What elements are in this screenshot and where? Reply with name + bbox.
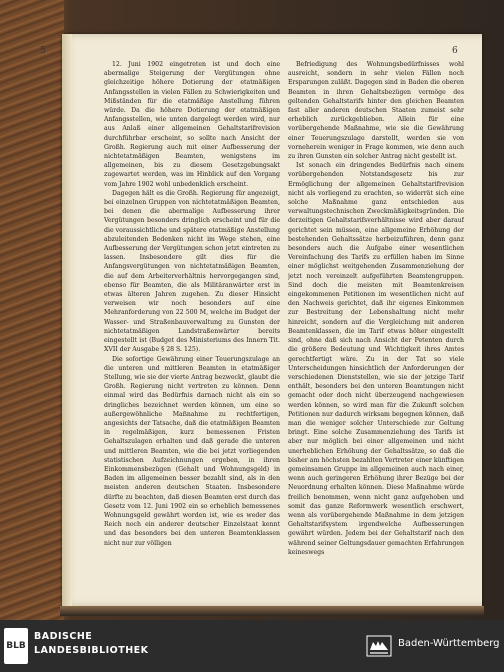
library-name-line1: BADISCHE <box>34 631 93 642</box>
left-page-number: 5 <box>40 46 46 56</box>
paragraph: 12. Juni 1902 eingetreten ist und doch eine abermalige Steigerung der Vergütungen ohne gleichzeitige höhere Dotierung der etatmäßigen Anfangsstellen in vielen Fällen zu Schwierigkeiten und Mißständen für die etatmäßige Anstellung führen würde. Da die höhere Dotierung der etatmäßigen Anfangsstellen, wie unten dargelegt werden wird, nur aus Anlaß einer allgemeinen Gehaltstarifrevision durchführbar erscheint, so sollte nach Ansicht der Großh. Regierung auch mit einer Aufbesserung der nichtetatmäßigen Beamten, wenigstens im allgemeinen, bis zu diesem Gesetzgebungsakt zugewartet werden, was im Hinblick auf den Vorgang vom Jahre 1902 wohl unbedenklich erscheint. <box>104 61 280 188</box>
book-cover-edge <box>0 0 64 620</box>
left-text-column <box>104 60 280 580</box>
paragraph: Ist sonach ein dringendes Bedürfnis nach einem vorübergehenden Notstandsgesetz bis zur Ermöglichung der allgemeinen Gehaltstarifrevision nicht als vorliegend zu erachten, so widerrät sich eine solche Maßnahme ganz entschieden aus verwaltungstechnischen Zweckmäßigkeitsgründen. Die derzeitigen Gehaltstarifsverhältnisse wird aber darauf gerichtet sein müssen, eine allgemeine Erhöhung der bestehenden Gehaltssätze herbeizuführen, denn ganz besonders auch die Aufgabe einer wesentlichen Vereinfachung des Tarifs zu erfüllen haben im Sinne einer möglichst weitgehenden Zusammenziehung der jetzt noch vereinzelt aufgeführten Beamtengruppen. Sind doch die meisten mit Beamtenkreisen eingekommenen Petitionen im wesentlichen nicht auf den Nachweis gerichtet, daß ihr eigenes Einkommen zur Bestreitung der Lebenshaltung nicht mehr hinreicht, sondern auf die Vergleichung mit anderen Beamtenklassen, die im Tarif etwas höher eingestellt sind, ohne daß sich nach Ansicht der Petenten durch die größere Bedeutung und Wichtigkeit ihres Amtes gerechtfertigt wäre. Zu in der Tat so viele Unterscheidungen hinsichtlich der Anforderungen der verschiedenen Dienststellen, wie sie der jetzige Tarif enthält, besonders bei den unteren Beamtungen nicht gemacht oder doch nicht überzeugend nachgewiesen werden können, so wird man für die Zukunft solchen Petitionen nur dadurch wirksam begegnen können, daß man die weniger solcher Unterschiede zur Geltung bringt. Eine solche Zusammenziehung des Tarifs ist aber nur möglich bei einer allgemeinen und nicht unerheblichen Erhöhung der Gehaltssätze, so daß die bisher am höchsten bezahlten Vertreter einer künftigen gemeinsamen Gruppe im allgemeinen auch nach einer, wenn auch geringeren Erhöhung ihrer Bezüge bei der Neuordnung erhalten können. Diese Maßnahme würde freilich benommen, wenn nicht ganz aufgehoben und somit das ganze Reformwerk wesentlich erschwert, wenn als vorübergehende Maßnahme in dem jetzigen Gehaltstarifsystem irgendwelche Aufbesserungen gewährt würden. Jedem bei der Gehaltstarif nach den während seiner Geltungsdauer gemachten Erfahrungen keineswegs <box>288 162 464 556</box>
page-bottom-edge <box>60 606 484 616</box>
right-page-number: 6 <box>452 46 458 56</box>
page-gutter <box>62 34 72 606</box>
library-name-line2: LANDESBIBLIOTHEK <box>34 645 149 656</box>
paragraph: Dagegen hält es die Großh. Regierung für angezeigt, bei einzelnen Gruppen von nichtetatmäßigen Beamten, bei denen die abermalige Aufbesserung ihrer Vergütungen besonders dringlich erscheint und für die die voraussichtliche und spätere etatmäßige Anstellung abzuleitenden Bedenken nicht im Wege stehen, eine Aufbesserung der Vergütungen schon jetzt eintreten zu lassen. Insbesondere gilt dies für die Anfangsvergütungen von nichtetatmäßigen Beamten, die auf dem Arbeiterverhältnis hervorgegangen sind, ebenso für Beamten, die als Militäranwärter erst in etwas älteren Jahren zugehen. Zu dieser Hinsicht verweisen wir noch besonders auf eine Mehranforderung von 22 500 M, welche im Budget der Wasser- und Straßenbauverwaltung zu Gunsten der nichtetatmäßigen Landstraßenwärter bereits eingestellt ist (Budget des Ministeriums des Innern Tit. XVII der Ausgabe § 28 S. 125). <box>104 189 280 354</box>
paragraph: Die sofortige Gewährung einer Teuerungszulage an die unteren und mittleren Beamten in etatmäßiger Stellung, wie sie der vierte Antrag bezweckt, glaubt die Großh. Regierung nicht vertreten zu können. Denn einmal wird das Bedürfnis darnach nicht als ein so dringliches bezeichnet werden können, um eine so außergewöhnliche Maßnahme zu rechtfertigen, angesichts der Tatsache, daß die etatmäßigen Beamten in regelmäßigen, kurz bemessenen Fristen Gehaltszulagen erhalten und daß gerade die unteren und mittleren Beamten, wie die bei jetzt vorliegenden statistischen Aufzeichnungen ergeben, in ihren Einkommensbezügen (Gehalt und Wohnungsgeld) in Baden im allgemeinen besser bezahlt sind, als in den meisten anderen deutschen Staaten. Insbesondere dürfte zu beachten, daß diesen Beamten erst durch das Gesetz vom 12. Juni 1902 ein so erheblich bemessenes Wohnungsgeld gewährt worden ist, wie es weder das Reich noch ein anderer deutscher Einzelstaat kennt und das besonders bei den unteren Beamtenklassen nicht nur zur völligen <box>104 355 280 547</box>
state-name[interactable]: Baden-Württemberg <box>398 638 500 649</box>
right-text-column <box>288 60 464 580</box>
footer-bar <box>0 620 504 672</box>
paragraph: Befriedigung des Wohnungsbedürfnisses wohl ausreicht, sondern in sehr vielen Fällen noch Ersparungen zuläßt. Dagegen sind in Baden die oberen Beamten in ihren Gehaltsbezügen vermöge des geltenden Gehaltstarifs hinter den gleichen Beamten fast aller anderen deutschen Staaten zumeist sehr erheblich zurückgeblieben. Allein für eine vorübergehende Maßnahme, wie sie die Gewährung einer Teuerungszulage darstellt, werden sie von vorneherein weniger in Frage kommen, wie denn auch zu ihren Gunsten ein solcher Antrag nicht gestellt ist. <box>288 61 464 161</box>
baden-wuerttemberg-lions-icon[interactable] <box>366 634 392 658</box>
library-name[interactable] <box>34 630 149 658</box>
blb-logo-icon[interactable]: BLB <box>4 628 28 664</box>
